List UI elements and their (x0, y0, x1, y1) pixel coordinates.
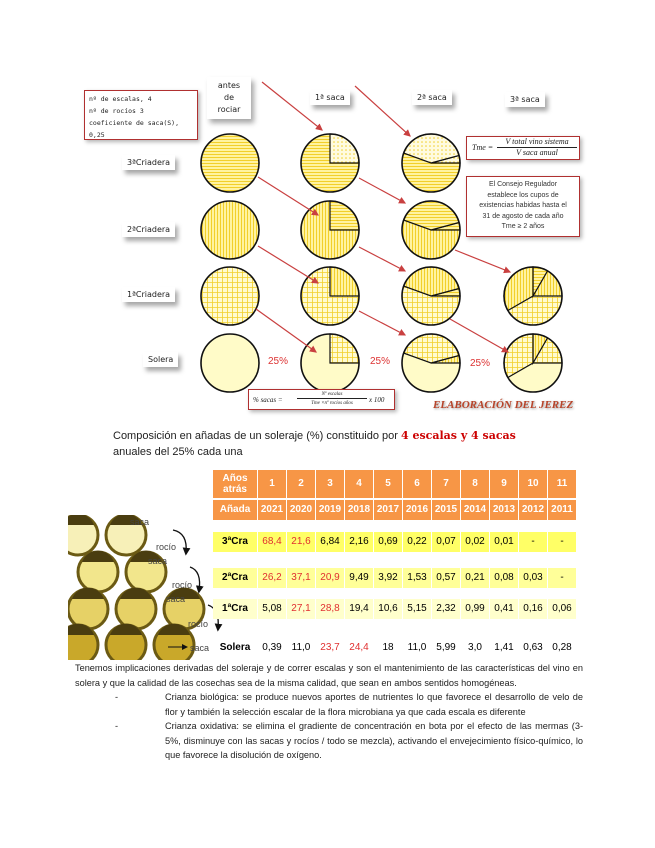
barrel-stack-illustration (68, 515, 228, 660)
sacas-formula-box (248, 389, 395, 410)
bullet-marker: - (115, 692, 119, 702)
vintage-cell: 2014 (461, 498, 489, 520)
bullet-list (75, 690, 583, 763)
value-cell: 6,84 (316, 532, 344, 552)
caption-highlight: 4 escalas y 4 sacas (401, 429, 516, 442)
barrel-pie (301, 267, 359, 325)
value-cell: - (548, 532, 576, 552)
barrel-pie (301, 334, 359, 392)
barrel (78, 551, 118, 592)
table-row (213, 639, 576, 657)
tme-den: V saca anual (516, 148, 558, 157)
caption-text-2: anuales del 25% cada una (113, 446, 243, 458)
value-cell: 0,69 (374, 532, 402, 552)
pct-label: 25% (370, 356, 391, 367)
years-back-cell: 2 (287, 470, 315, 498)
pct-label: 25% (470, 358, 491, 369)
barrel-pie (201, 201, 259, 259)
row-label-solera: Solera (143, 352, 178, 367)
barrel-label: saca (166, 594, 186, 604)
bullet-text: Crianza biológica: se produce nuevos aportes de nutrientes lo que favorece el desarrollo de velo de flor y también la selección escalar de la flora microbiana ya que cada escala es diferente (165, 692, 583, 717)
barrel-pie (504, 334, 562, 392)
table-row (213, 599, 576, 619)
info-line: coeficiente de saca(S), 0,25 (89, 119, 180, 139)
value-cell: 19,4 (345, 599, 373, 619)
flow-arrow (359, 178, 405, 203)
spacer-row (213, 520, 576, 532)
vintage-cell: 2016 (403, 498, 431, 520)
pct-label: 25% (268, 356, 289, 367)
barrel-pie (402, 134, 460, 192)
years-back-cell: 5 (374, 470, 402, 498)
sacas-den: Tme ×nº rocíos años (311, 401, 353, 406)
vintage-cell: 2017 (374, 498, 402, 520)
value-cell: 0,21 (461, 568, 489, 588)
flow-arrow (455, 250, 510, 272)
body-text (75, 661, 583, 763)
value-cell: 26,2 (258, 568, 286, 588)
years-back-cell: 8 (461, 470, 489, 498)
note-line: 31 de agosto de cada año (482, 212, 564, 220)
barrel (154, 624, 194, 660)
barrel-label: rocío (172, 580, 193, 590)
value-cell: 24,4 (345, 639, 373, 657)
barrel (68, 588, 108, 629)
flow-arrow (258, 246, 318, 283)
years-back-cell: 1 (258, 470, 286, 498)
sacas-rhs: x 100 (369, 396, 385, 404)
value-cell: 0,08 (490, 568, 518, 588)
value-cell: 5,08 (258, 599, 286, 619)
table-row (213, 532, 576, 552)
value-cell: 0,01 (490, 532, 518, 552)
vintage-cell: 2015 (432, 498, 460, 520)
consejo-note-box (466, 176, 580, 237)
value-cell: 0,07 (432, 532, 460, 552)
info-line: nº de rocíos 3 (89, 107, 144, 115)
vintage-cell: 2012 (519, 498, 547, 520)
barrel-label: saca (190, 643, 210, 653)
barrel-label: rocío (188, 619, 209, 629)
value-cell: 3,92 (374, 568, 402, 588)
row-label: 1ªCra (213, 599, 257, 619)
header-label: Añada (213, 498, 257, 520)
row-label-2-criadera: 2ªCriadera (122, 222, 175, 237)
value-cell: 0,39 (258, 639, 286, 657)
header-label: Años atrás (213, 470, 257, 498)
value-cell: 2,32 (432, 599, 460, 619)
barrel-label: saca (148, 556, 168, 566)
bullet-text: Crianza oxidativa: se elimina el gradiente de concentración en bota por el efecto de las mermas (3-5%, disminuye con las sacas y rocíos / todo se mezcla), activando el envejecimiento físico-químico, lo que favorece la disolución de oxígeno. (165, 721, 583, 760)
value-cell: 2,16 (345, 532, 373, 552)
bullet-marker: - (115, 721, 119, 731)
barrel (68, 515, 98, 555)
barrel-pie (201, 267, 259, 325)
spacer-row (213, 552, 576, 568)
caption-text: Composición en añadas de un soleraje (%) constituido por (113, 430, 401, 442)
diagram-title: ELABORACIÓN DEL JEREZ (433, 399, 574, 411)
value-cell: 1,53 (403, 568, 431, 588)
vintage-cell: 2021 (258, 498, 286, 520)
body-paragraph: Tenemos implicaciones derivadas del soleraje y de correr escalas y son el mantenimiento de las características del vino en solera y que la calidad de las cosechas sea de la misma calidad, que sean en ambos sentidos homogéneas. (75, 663, 583, 688)
note-line: Tme ≥ 2 años (501, 223, 545, 230)
vintage-cell: 2020 (287, 498, 315, 520)
row-label-3-criadera: 3ªCriadera (122, 155, 175, 170)
vintage-cell: 2019 (316, 498, 344, 520)
value-cell: 0,99 (461, 599, 489, 619)
flow-arrow (262, 82, 322, 130)
spacer-row (213, 619, 576, 639)
years-back-cell: 10 (519, 470, 547, 498)
col-header-3-saca: 3ª saca (505, 92, 545, 107)
row-label-1-criadera: 1ªCriadera (122, 287, 175, 302)
value-cell: - (548, 568, 576, 588)
bullet-item (75, 690, 583, 719)
info-line: nº de escalas, 4 (89, 95, 152, 103)
years-back-cell: 11 (548, 470, 576, 498)
flow-arrow (359, 311, 405, 335)
value-cell: 9,49 (345, 568, 373, 588)
header-row-vintage (213, 498, 576, 520)
note-line: establece los cupos de (487, 191, 559, 199)
barrel-pie (402, 267, 460, 325)
spacer-cell (213, 552, 576, 568)
table-row (213, 568, 576, 588)
bullet-item (75, 719, 583, 763)
value-cell: 68,4 (258, 532, 286, 552)
spacer-row (213, 588, 576, 599)
spacer-cell (213, 619, 576, 639)
barrel-label: rocío (156, 542, 177, 552)
barrel (116, 588, 156, 629)
value-cell: 37,1 (287, 568, 315, 588)
col-header-antes: antes de rociar (207, 77, 251, 119)
vintage-cell: 2013 (490, 498, 518, 520)
vintage-cell: 2011 (548, 498, 576, 520)
flow-arrow (256, 309, 316, 352)
value-cell: - (519, 532, 547, 552)
tme-num: V total vino sistema (497, 137, 577, 148)
col-header-2-saca: 2ª saca (412, 90, 452, 105)
tme-lhs: Tme = (472, 143, 494, 152)
years-back-cell: 9 (490, 470, 518, 498)
flow-arrow (450, 319, 508, 352)
value-cell: 0,16 (519, 599, 547, 619)
spacer-cell (213, 588, 576, 599)
barrel-pie (201, 334, 259, 392)
flow-arrow (355, 86, 410, 136)
col-header-1-saca: 1ª saca (310, 90, 350, 105)
note-line: El Consejo Regulador (488, 181, 558, 188)
value-cell: 28,8 (316, 599, 344, 619)
sacas-num: Nº escalas (297, 391, 367, 399)
flow-arrow (359, 247, 405, 271)
barrel-pie (201, 134, 259, 192)
years-back-cell: 6 (403, 470, 431, 498)
value-cell: 11,0 (287, 639, 315, 657)
barrel-pie (402, 201, 460, 259)
value-cell: 1,41 (490, 639, 518, 657)
value-cell: 23,7 (316, 639, 344, 657)
value-cell: 11,0 (403, 639, 431, 657)
header-row-years-back (213, 470, 576, 498)
value-cell: 0,28 (548, 639, 576, 657)
years-back-cell: 7 (432, 470, 460, 498)
value-cell: 0,03 (519, 568, 547, 588)
value-cell: 20,9 (316, 568, 344, 588)
note-line: existencias habidas hasta el (479, 202, 567, 209)
value-cell: 3,0 (461, 639, 489, 657)
barrel-pie (504, 267, 562, 325)
spacer-cell (213, 520, 576, 532)
barrel-pie (301, 134, 359, 192)
row-label: 2ªCra (213, 568, 257, 588)
barrel-pie (402, 334, 460, 392)
barrel (106, 624, 146, 660)
value-cell: 5,15 (403, 599, 431, 619)
years-back-cell: 3 (316, 470, 344, 498)
value-cell: 0,06 (548, 599, 576, 619)
years-back-cell: 4 (345, 470, 373, 498)
row-label: Solera (213, 639, 257, 657)
value-cell: 0,57 (432, 568, 460, 588)
value-cell: 18 (374, 639, 402, 657)
tme-formula-box (466, 136, 580, 160)
value-cell: 0,41 (490, 599, 518, 619)
caption (113, 428, 516, 460)
barrel-label: saca (130, 517, 150, 527)
value-cell: 5,99 (432, 639, 460, 657)
value-cell: 21,6 (287, 532, 315, 552)
value-cell: 0,02 (461, 532, 489, 552)
value-cell: 0,22 (403, 532, 431, 552)
vintage-cell: 2018 (345, 498, 373, 520)
sacas-lhs: % sacas = (253, 396, 283, 404)
vintage-composition-table (212, 470, 577, 657)
row-label: 3ªCra (213, 532, 257, 552)
value-cell: 27,1 (287, 599, 315, 619)
value-cell: 0,63 (519, 639, 547, 657)
value-cell: 10,6 (374, 599, 402, 619)
